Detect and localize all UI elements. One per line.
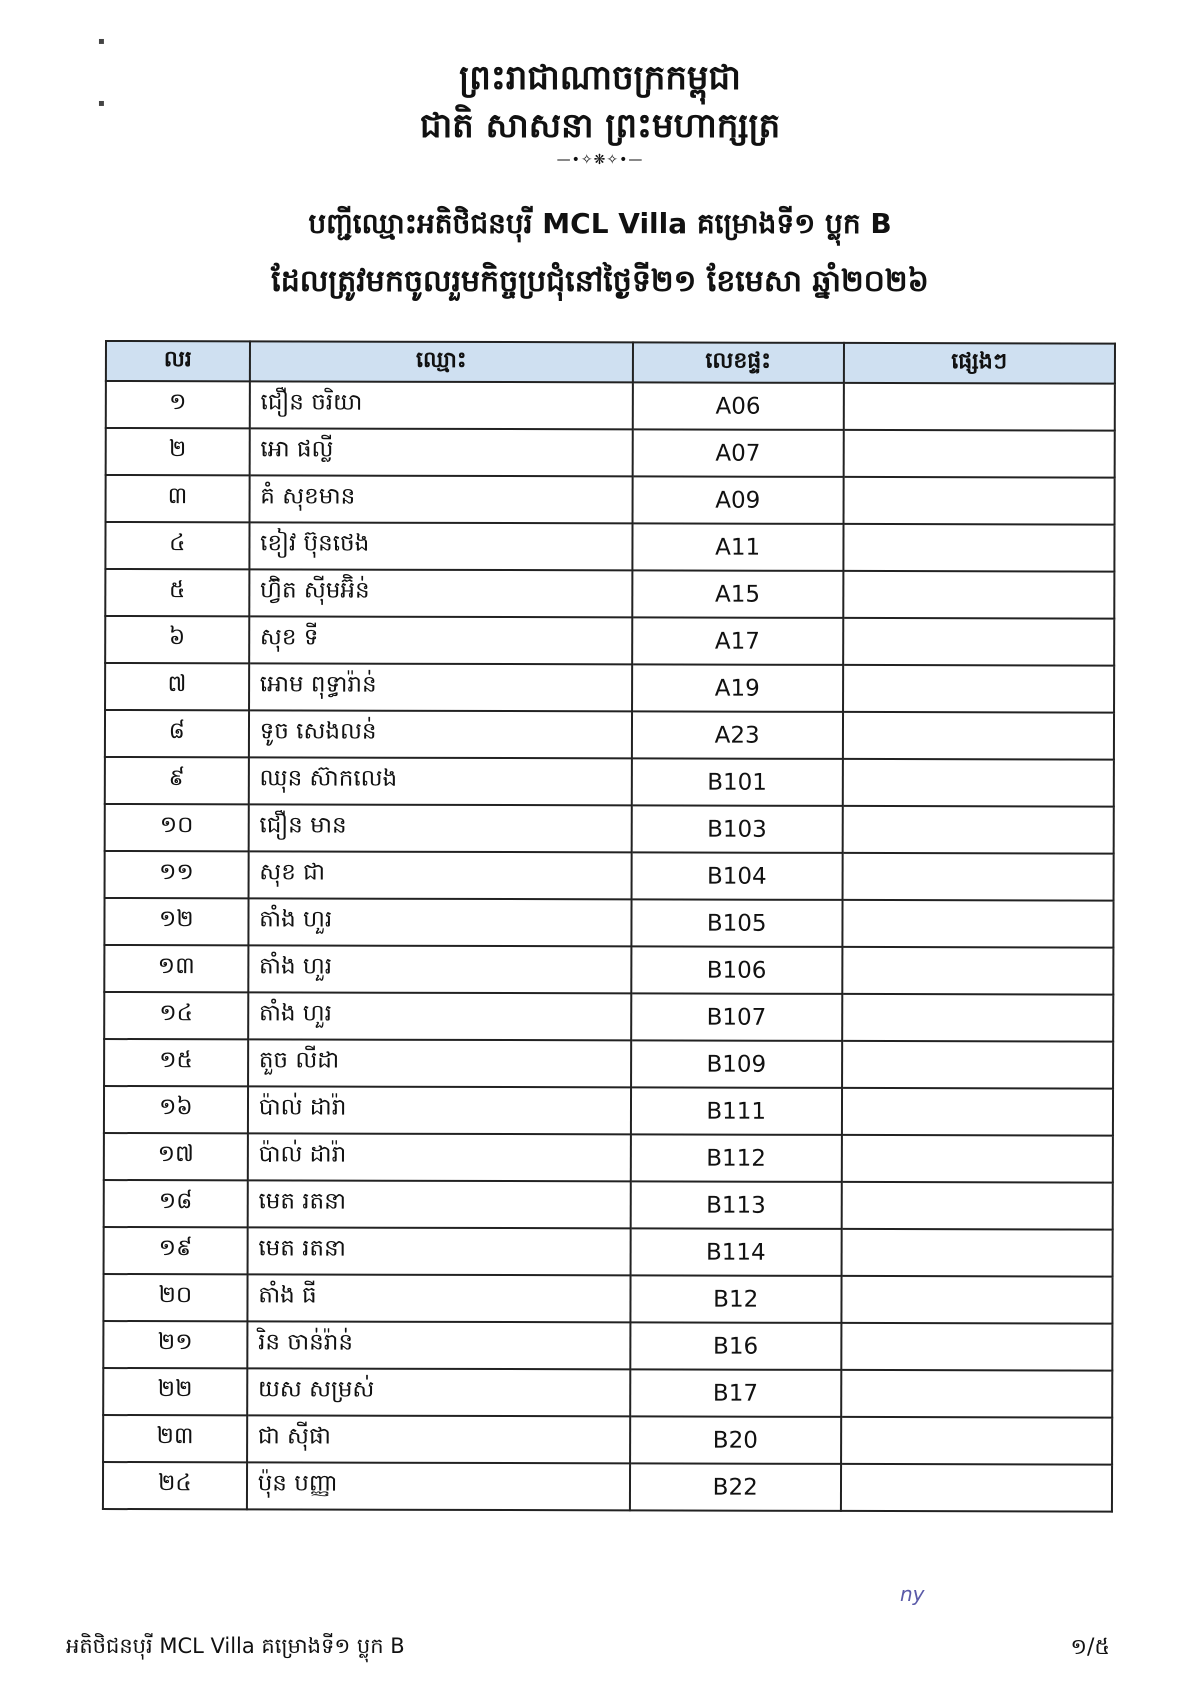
table-row	[103, 1462, 1112, 1512]
table-row	[104, 898, 1113, 948]
table-row	[103, 1368, 1112, 1418]
row-house-number: B22	[630, 1463, 841, 1511]
row-other	[841, 1229, 1113, 1277]
row-name: ប៉ាល់ ដារ៉ា	[248, 1086, 631, 1134]
table-row	[105, 804, 1114, 854]
row-house-number: B12	[630, 1275, 841, 1323]
table-row	[104, 1039, 1113, 1089]
row-other	[842, 900, 1114, 948]
row-number: ១៣	[104, 945, 248, 992]
row-house-number: B106	[631, 946, 842, 994]
table-row	[104, 1086, 1113, 1136]
row-house-number: B114	[630, 1228, 841, 1276]
row-name: តាំង ធី	[247, 1274, 630, 1322]
table-row	[104, 1180, 1113, 1230]
row-house-number: A15	[632, 570, 843, 618]
row-other	[842, 994, 1114, 1042]
row-other	[843, 524, 1115, 572]
row-name: ប៉ុន បញ្ញា	[247, 1462, 630, 1510]
row-number: ១០	[105, 804, 249, 851]
row-number: ១៤	[104, 992, 248, 1039]
row-other	[841, 1135, 1113, 1183]
footer-caption: អតិថិជនបុរី MCL Villa គម្រោងទី១ ប្លុក B	[66, 1634, 405, 1658]
page-number: ១/៥	[1070, 1635, 1110, 1660]
table-row	[105, 522, 1114, 572]
row-other	[843, 383, 1115, 431]
row-number: ២	[106, 428, 250, 475]
row-name: រិន ចាន់រ៉ាន់	[247, 1321, 630, 1369]
row-number: ២១	[103, 1321, 247, 1368]
row-name: សុខ ទី	[249, 616, 632, 664]
table-row	[105, 757, 1114, 807]
kingdom-heading: ព្រះរាជាណាចក្រកម្ពុជា	[459, 58, 741, 98]
row-other	[843, 618, 1115, 666]
row-house-number: B20	[630, 1416, 841, 1464]
row-number: ១២	[104, 898, 248, 945]
row-other	[843, 571, 1115, 619]
row-house-number: A19	[632, 664, 843, 712]
row-house-number: B17	[630, 1369, 841, 1417]
row-name: យស សម្រស់	[247, 1368, 630, 1416]
row-number: ៣	[106, 475, 250, 522]
row-other	[842, 947, 1114, 995]
table-row	[104, 1133, 1113, 1183]
row-other	[842, 712, 1114, 760]
row-number: ៥	[105, 569, 249, 616]
row-number: ១៨	[104, 1180, 248, 1227]
row-other	[842, 806, 1114, 854]
row-number: ២៣	[103, 1415, 247, 1462]
scan-speck: ▪	[98, 36, 105, 47]
table-row	[104, 1227, 1113, 1277]
table-row	[104, 992, 1113, 1042]
table-row	[104, 945, 1113, 995]
row-number: ៤	[105, 522, 249, 569]
row-house-number: B101	[632, 758, 843, 806]
ornament-divider: —•✧❋✧•—	[556, 152, 644, 168]
row-other	[841, 1088, 1113, 1136]
row-name: គំ សុខមាន	[249, 475, 632, 523]
row-number: ៨	[105, 710, 249, 757]
row-house-number: A17	[632, 617, 843, 665]
header-name: ឈ្មោះ	[250, 341, 633, 382]
table-row	[106, 475, 1115, 525]
document-title: បញ្ជីឈ្មោះអតិថិជនបុរី MCL Villa គម្រោងទី១ ប្លុក B	[308, 207, 892, 240]
row-house-number: A07	[633, 429, 844, 477]
table-row	[106, 381, 1115, 431]
row-name: តាំង ហួរ	[248, 898, 631, 946]
row-name: ខៀវ ប៊ុនថេង	[249, 522, 632, 570]
row-number: ១៥	[104, 1039, 248, 1086]
row-number: ១៧	[104, 1133, 248, 1180]
row-house-number: B105	[631, 899, 842, 947]
row-name: ជឿន ចរិយា	[249, 381, 632, 429]
row-number: ១៦	[104, 1086, 248, 1133]
row-other	[840, 1464, 1112, 1512]
row-number: ២២	[103, 1368, 247, 1415]
row-name: មេត រតនា	[247, 1227, 630, 1275]
row-name: អោ ផល្លី	[249, 428, 632, 476]
row-name: ជឿន មាន	[248, 804, 631, 852]
row-number: ៩	[105, 757, 249, 804]
document-subtitle: ដែលត្រូវមកចូលរួមកិច្ចប្រជុំនៅថ្ងៃទី២១ ខែមេសា ឆ្នាំ២០២៦	[271, 264, 929, 299]
row-other	[841, 1370, 1113, 1418]
row-other	[841, 1276, 1113, 1324]
row-number: ២០	[103, 1274, 247, 1321]
row-name: ប៉ាល់ ដារ៉ា	[248, 1133, 631, 1181]
row-house-number: B111	[631, 1087, 842, 1135]
table-row	[105, 710, 1114, 760]
header-house: លេខផ្ទះ	[633, 342, 844, 383]
table-row	[105, 616, 1114, 666]
table-row	[105, 569, 1114, 619]
row-house-number: B104	[631, 852, 842, 900]
table-row	[103, 1274, 1112, 1324]
row-number: ២៤	[103, 1462, 247, 1509]
handwritten-initials: ny	[900, 1582, 925, 1606]
table-row	[105, 663, 1114, 713]
row-name: ជា ស៊ីផា	[247, 1415, 630, 1463]
row-name: សុខ ជា	[248, 851, 631, 899]
row-house-number: A11	[632, 523, 843, 571]
row-number: ៦	[105, 616, 249, 663]
row-other	[841, 1182, 1113, 1230]
row-name: ទូច សេងលន់	[249, 710, 632, 758]
row-house-number: B16	[630, 1322, 841, 1370]
row-number: ១១	[105, 851, 249, 898]
motto-heading: ជាតិ សាសនា ព្រះមហាក្សត្រ	[419, 106, 781, 146]
table-row	[106, 428, 1115, 478]
table-header-row	[106, 341, 1115, 384]
table-row	[103, 1321, 1112, 1371]
table-row	[103, 1415, 1112, 1465]
row-house-number: A09	[632, 476, 843, 524]
row-house-number: A23	[632, 711, 843, 759]
row-other	[843, 430, 1115, 478]
row-other	[842, 759, 1114, 807]
row-number: ១	[106, 381, 250, 428]
row-house-number: B107	[631, 993, 842, 1041]
row-other	[842, 1041, 1114, 1089]
row-name: ឈុន ស៊ាកលេង	[249, 757, 632, 805]
row-house-number: A06	[633, 382, 844, 430]
row-other	[841, 1323, 1113, 1371]
row-house-number: B112	[631, 1134, 842, 1182]
row-number: ១៩	[104, 1227, 248, 1274]
table-row	[105, 851, 1114, 901]
row-name: តាំង ហួរ	[248, 945, 631, 993]
row-house-number: B113	[631, 1181, 842, 1229]
row-name: ហ៊្វិត ស៊ីមអ៊ិន់	[249, 569, 632, 617]
row-other	[843, 477, 1115, 525]
row-name: អោម ពុទ្ធារ៉ាន់	[249, 663, 632, 711]
scan-speck: ▪	[98, 98, 105, 109]
row-house-number: B103	[632, 805, 843, 853]
row-house-number: B109	[631, 1040, 842, 1088]
row-other	[841, 1417, 1113, 1465]
row-name: មេត រតនា	[247, 1180, 630, 1228]
row-name: តួច លីដា	[248, 1039, 631, 1087]
header-no: លរ	[106, 341, 250, 381]
row-other	[843, 665, 1115, 713]
row-number: ៧	[105, 663, 249, 710]
row-name: តាំង ហួរ	[248, 992, 631, 1040]
header-other: ផ្សេងៗ	[843, 343, 1115, 384]
row-other	[842, 853, 1114, 901]
customer-table	[102, 340, 1116, 1513]
